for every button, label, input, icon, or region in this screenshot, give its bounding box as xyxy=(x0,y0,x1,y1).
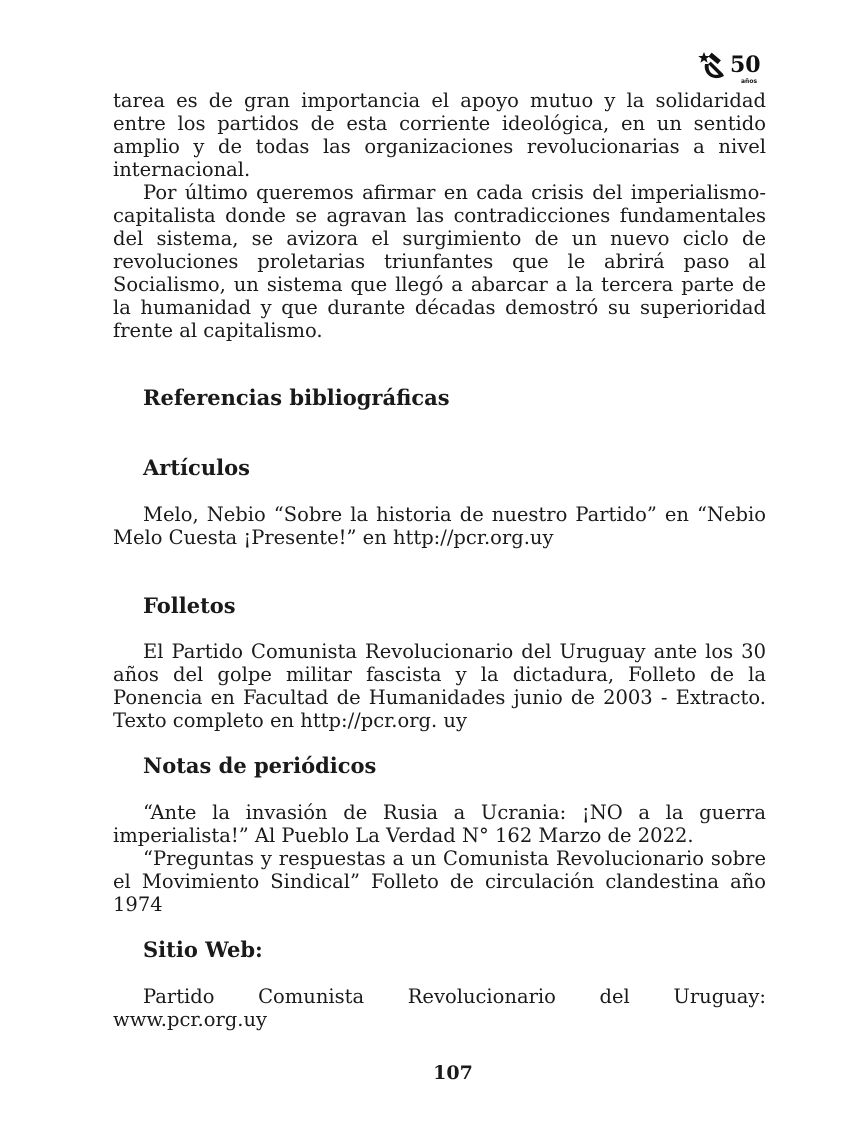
party-50-years-logo xyxy=(697,50,767,86)
reference-entry: Partido Comunista Revolucionario del Uruguay: www.pcr.org.uy xyxy=(113,985,766,1031)
newspapers-list xyxy=(113,801,766,916)
website-list xyxy=(113,985,766,1031)
references-title: Referencias bibliográficas xyxy=(143,385,450,410)
reference-entry: “Preguntas y respuestas a un Comunista Revolucionario sobre el Movimiento Sindical” Folleto de circulación clandestina año 1974 xyxy=(113,847,766,916)
paragraph: Por último queremos afirmar en cada crisis del imperialismo-capitalista donde se agravan las contradicciones fundamentales del sistema, se avizora el surgimiento de un nuevo ciclo de revoluciones proletarias triunfantes que le abrirá paso al Socialismo, un sistema que llegó a abarcar a la tercera parte de la humanidad y que durante décadas demostró su superioridad frente al capitalismo. xyxy=(113,181,766,342)
paragraph: tarea es de gran importancia el apoyo mutuo y la solidaridad entre los partidos de esta corriente ideológica, en un sentido amplio y de todas las organizaciones revolucionarias a nivel internacional. xyxy=(113,89,766,181)
hammer-sickle-star-icon xyxy=(697,50,767,86)
website-heading: Sitio Web: xyxy=(143,937,263,962)
svg-text:50: 50 xyxy=(730,52,761,78)
reference-entry: El Partido Comunista Revolucionario del Uruguay ante los 30 años del golpe militar fascista y la dictadura, Folleto de la Ponencia en Facultad de Humanidades junio de 2003 - Extracto. Texto completo en http://pcr.org. uy xyxy=(113,640,766,732)
reference-entry: Melo, Nebio “Sobre la historia de nuestro Partido” en “Nebio Melo Cuesta ¡Presente!” en http://pcr.org.uy xyxy=(113,503,766,549)
reference-entry: “Ante la invasión de Rusia a Ucrania: ¡NO a la guerra imperialista!” Al Pueblo La Verdad N° 162 Marzo de 2022. xyxy=(113,801,766,847)
articles-heading: Artículos xyxy=(143,455,250,480)
newspapers-heading: Notas de periódicos xyxy=(143,753,377,778)
svg-text:años: años xyxy=(741,78,758,85)
pamphlets-list xyxy=(113,640,766,732)
page-number: 107 xyxy=(433,1062,473,1084)
body-text xyxy=(113,89,766,342)
pamphlets-heading: Folletos xyxy=(143,593,236,618)
articles-list xyxy=(113,503,766,549)
